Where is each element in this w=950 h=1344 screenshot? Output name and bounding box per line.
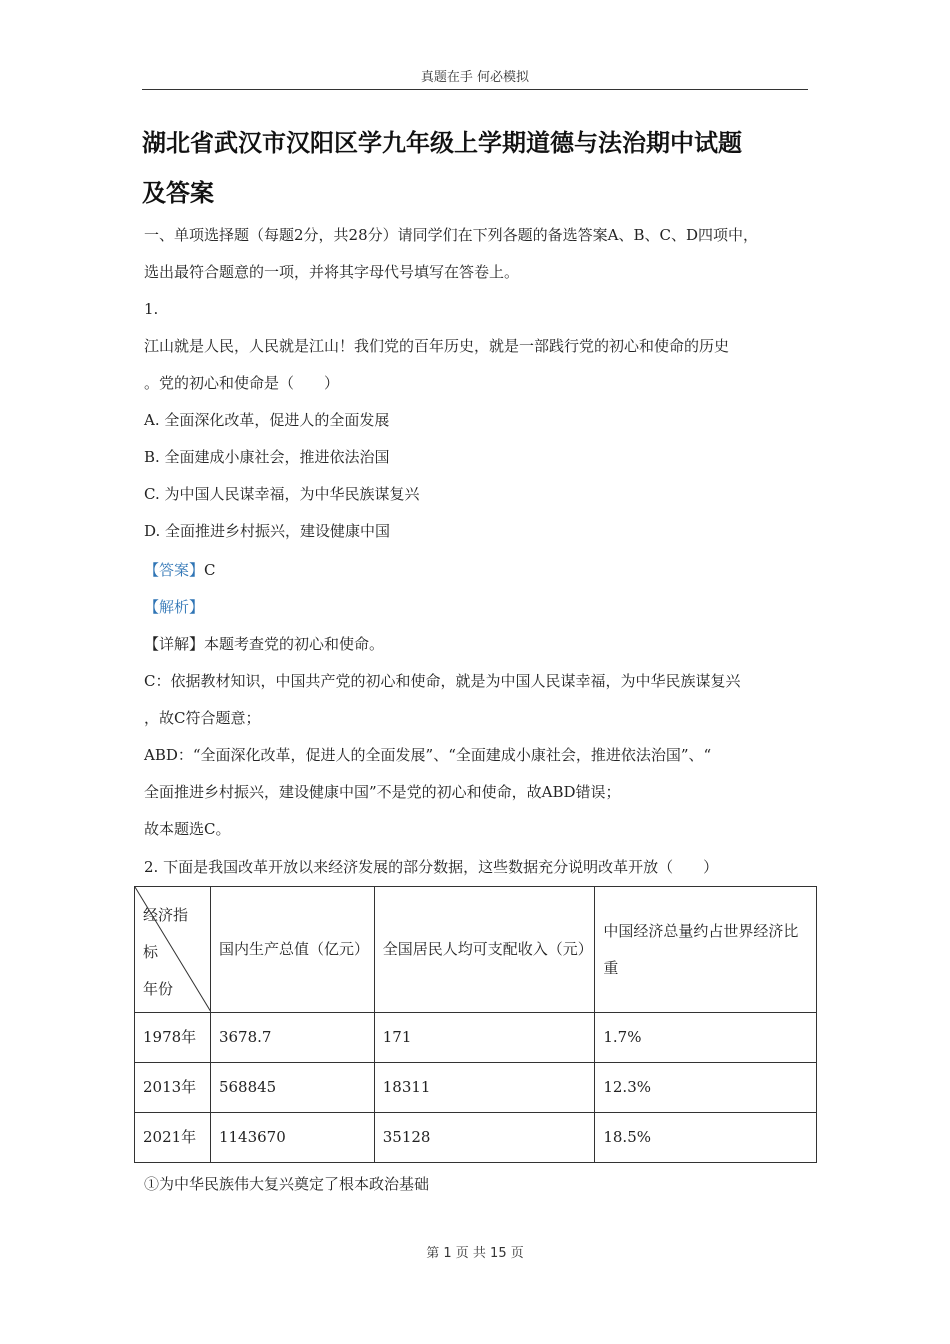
table-corner-cell — [135, 887, 211, 1013]
cell-year: 2013年 — [135, 1063, 211, 1113]
cell-gdp: 3678.7 — [210, 1013, 374, 1063]
conclusion-line: 故本题选C。 — [144, 820, 231, 838]
header-share: 中国经济总量约占世界经济比重 — [595, 887, 817, 1013]
document-title — [142, 118, 812, 218]
corner-label-indicator-line-1: 经济指 — [143, 906, 189, 924]
option-c: C. 为中国人民谋幸福，为中华民族谋复兴 — [144, 485, 420, 503]
answer-line — [144, 560, 216, 580]
question-2-stem: 2. 下面是我国改革开放以来经济发展的部分数据，这些数据充分说明改革开放（ ） — [144, 858, 719, 876]
section-intro-line-2: 选出最符合题意的一项，并将其字母代号填写在答卷上。 — [144, 263, 520, 281]
cell-share: 18.5% — [595, 1113, 817, 1163]
cell-gdp: 568845 — [210, 1063, 374, 1113]
answer-value: C — [204, 561, 216, 579]
analysis-label: 【解析】 — [144, 598, 205, 616]
cell-income: 171 — [374, 1013, 595, 1063]
question-1-number: 1. — [144, 300, 159, 318]
detail-line: 【详解】本题考查党的初心和使命。 — [144, 635, 385, 653]
explain-c-line-1: C：依据教材知识，中国共产党的初心和使命，就是为中国人民谋幸福，为中华民族谋复兴 — [144, 672, 741, 690]
corner-label-indicator-line-2: 标 — [143, 943, 159, 961]
explain-abd-line-2: 全面推进乡村振兴，建设健康中国”不是党的初心和使命，故ABD错误； — [144, 783, 621, 801]
header-income: 全国居民人均可支配收入（元） — [374, 887, 595, 1013]
option-a: A. 全面深化改革，促进人的全面发展 — [144, 411, 390, 429]
cell-year: 1978年 — [135, 1013, 211, 1063]
economic-data-table — [134, 886, 817, 1163]
cell-gdp: 1143670 — [210, 1113, 374, 1163]
cell-share: 1.7% — [595, 1013, 817, 1063]
cell-income: 18311 — [374, 1063, 595, 1113]
statement-1: ①为中华民族伟大复兴奠定了根本政治基础 — [144, 1175, 430, 1193]
answer-label: 【答案】 — [144, 561, 205, 579]
cell-income: 35128 — [374, 1113, 595, 1163]
option-d: D. 全面推进乡村振兴，建设健康中国 — [144, 522, 391, 540]
cell-share: 12.3% — [595, 1063, 817, 1113]
page-footer: 第 1 页 共 15 页 — [426, 1246, 524, 1261]
title-line-1: 湖北省武汉市汉阳区学九年级上学期道德与法治期中试题 — [142, 129, 742, 157]
corner-label-year: 年份 — [143, 980, 174, 998]
title-line-2: 及答案 — [142, 179, 214, 207]
option-b: B. 全面建成小康社会，推进依法治国 — [144, 448, 390, 466]
table-row — [135, 1013, 817, 1063]
page-header: 真题在手 何必模拟 — [420, 70, 530, 85]
table-row — [135, 1063, 817, 1113]
section-intro-line-1: 一、单项选择题（每题2分，共28分）请同学们在下列各题的备选答案A、B、C、D四项中， — [144, 226, 758, 244]
explain-abd-line-1: ABD：“全面深化改革，促进人的全面发展”、“全面建成小康社会，推进依法治国”、“ — [144, 746, 712, 764]
cell-year: 2021年 — [135, 1113, 211, 1163]
table-header-row — [135, 887, 817, 1013]
table-row — [135, 1113, 817, 1163]
question-1-stem-line-1: 江山就是人民，人民就是江山！我们党的百年历史，就是一部践行党的初心和使命的历史 — [144, 337, 730, 355]
question-1-stem-line-2: 。党的初心和使命是（ ） — [144, 374, 340, 392]
header-rule — [142, 89, 808, 90]
explain-c-line-2: ，故C符合题意； — [144, 709, 261, 727]
header-gdp: 国内生产总值（亿元） — [210, 887, 374, 1013]
corner-label-indicator — [143, 897, 188, 971]
